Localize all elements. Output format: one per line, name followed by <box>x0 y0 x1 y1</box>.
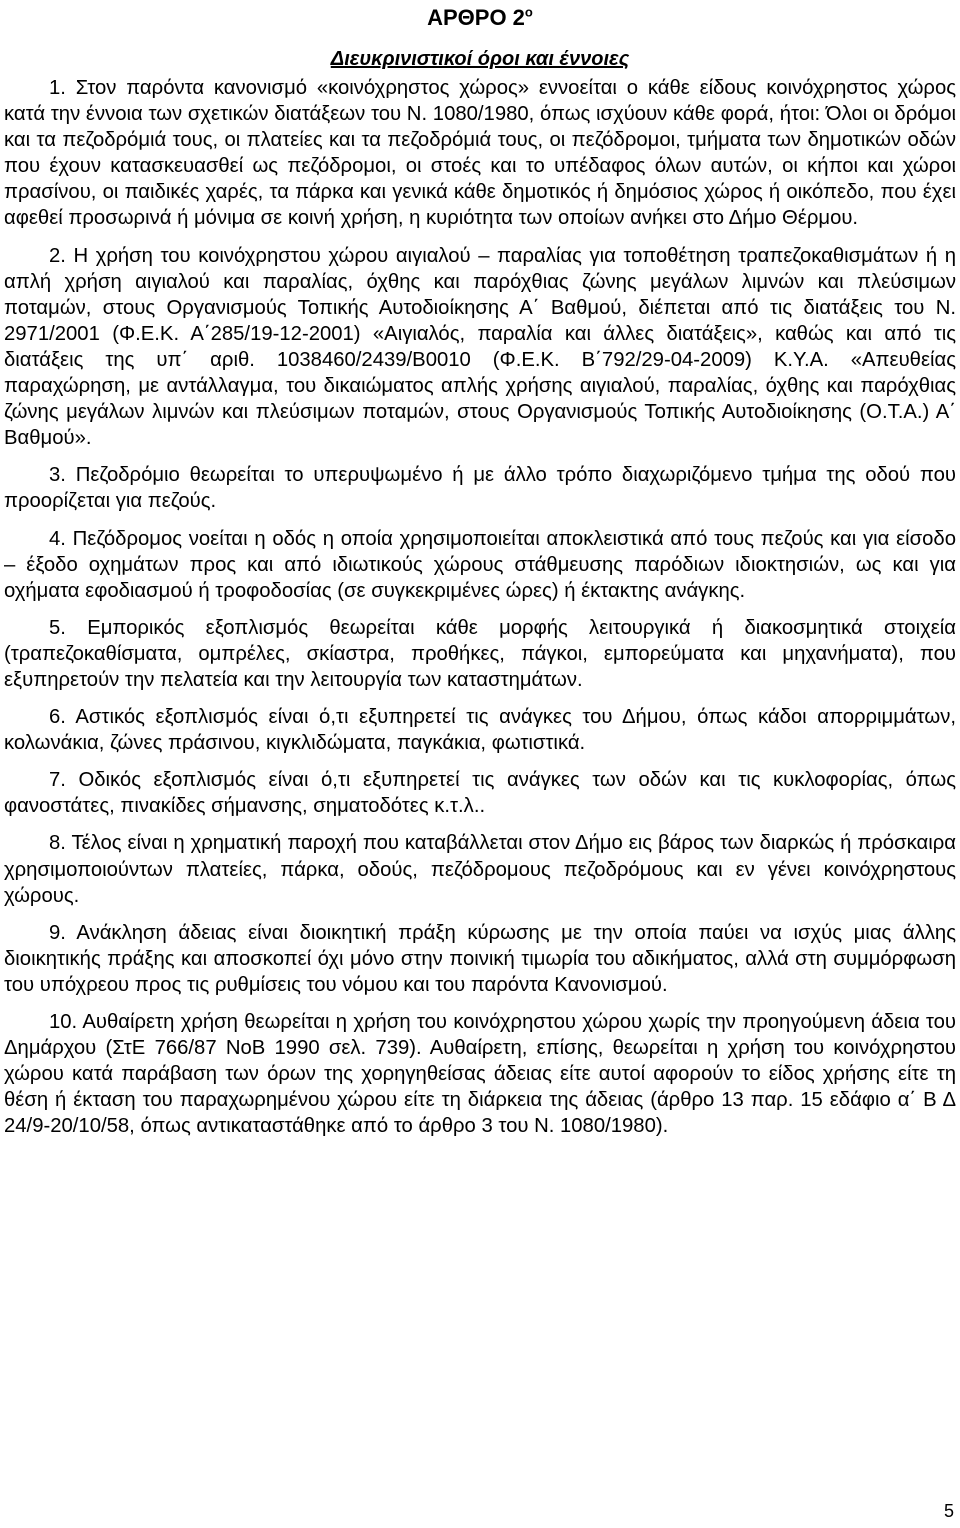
paragraph-9: 9. Ανάκληση άδειας είναι διοικητική πράξη κύρωσης με την οποία παύει να ισχύς μιας άλλης διοικητικής πράξης και αποσκοπεί όχι μόνο στην ποινική τιμωρία του αδικήματος, αλλά στη συμμόρφωση του υπόχρεου προς τις ρυθμίσεις του νόμου και του παρόντα Κανονισμού. <box>4 921 956 996</box>
document-page <box>4 0 956 1139</box>
article-title-superscript: ο <box>524 4 533 20</box>
page-number: 5 <box>943 1501 954 1521</box>
paragraph-8: 8. Τέλος είναι η χρηματική παροχή που καταβάλλεται στον Δήμο εις βάρος των διαρκώς ή πρόσκαιρα χρησιμοποιούντων πλατείες, πάρκα, οδούς, πεζόδρομους πεζοδρόμους και εν γένει κοινόχρηστους χώρους. <box>4 832 956 907</box>
paragraph-7: 7. Οδικός εξοπλισμός είναι ό,τι εξυπηρετεί τις ανάγκες των οδών και τις κυκλοφορίας, όπως φανοστάτες, πινακίδες σήμανσης, σηματοδότες κ.τ.λ.. <box>4 769 956 818</box>
paragraph-3: 3. Πεζοδρόμιο θεωρείται το υπερυψωμένο ή με άλλο τρόπο διαχωριζόμενο τμήμα της οδού που προορίζεται για πεζούς. <box>4 464 956 513</box>
paragraph-1: 1. Στον παρόντα κανονισμό «κοινόχρηστος χώρος» εννοείται ο κάθε είδους κοινόχρηστος χώρος κατά την έννοια των σχετικών διατάξεων του Ν. 1080/1980, όπως ισχύουν κάθε φορά, ήτοι: Όλοι οι δρόμοι και τα πεζοδρόμιά τους, οι πλατείες και τα πεζοδρόμιά τους, οι πεζόδρομοι, τμήματα των δημοτικών οδών που έχουν κατασκευασθεί ως πεζόδρομοι, οι στοές και το υπέδαφος όλων αυτών, οι κήποι και χώροι πρασίνου, οι παιδικές χαρές, τα πάρκα και γενικά κάθε δημοτικός ή δημόσιος χώρος ή οικόπεδο, που έχει αφεθεί προσωρινά ή μόνιμα σε κοινή χρήση, η κυριότητα των οποίων ανήκει στο Δήμο Θέρμου. <box>4 77 956 230</box>
article-title: ΑΡΘΡΟ $2^o$ <box>427 4 533 30</box>
paragraph-6: 6. Αστικός εξοπλισμός είναι ό,τι εξυπηρετεί τις ανάγκες του Δήμου, όπως κάδοι απορριμμάτων, κολωνάκια, ζώνες πράσινου, κιγκλιδώματα, παγκάκια, φωτιστικά. <box>4 706 956 755</box>
paragraph-10: 10. Αυθαίρετη χρήση θεωρείται η χρήση του κοινόχρηστου χώρου χωρίς την προηγούμενη άδεια του Δημάρχου (ΣτΕ 766/87 ΝοΒ 1990 σελ. 739). Αυθαίρετη, επίσης, θεωρείται η χρήση του κοινόχρηστου χώρου κατά παράβαση των όρων της χορηγηθείσας άδειας είτε αυτοί αφορούν το είδος χρήσης είτε τη θέση ή έκταση του παραχωρημένου χώρου είτε τη διάρκεια της άδειας (άρθρο 13 παρ. 15 εδάφιο α΄ Β Δ 24/9-20/10/58, όπως αντικαταστάθηκε από το άρθρο 3 του Ν. 1080/1980). <box>4 1011 956 1138</box>
paragraph-4: 4. Πεζόδρομος νοείται η οδός η οποία χρησιμοποιείται αποκλειστικά από τους πεζούς και για είσοδο – έξοδο οχημάτων προς και από ιδιωτικούς χώρους στάθμευσης παρόδιων ιδιοκτησιών, ως και για οχήματα εφοδιασμού ή τροφοδοσίας (σε συγκεκριμένες ώρες) ή έκτακτης ανάγκης. <box>4 527 956 602</box>
article-subtitle: Διευκρινιστικοί όροι και έννοιες <box>330 48 630 70</box>
paragraph-2: 2. Η χρήση του κοινόχρηστου χώρου αιγιαλού – παραλίας για τοποθέτηση τραπεζοκαθισμάτων ή η απλή χρήση αιγιαλού και παραλίας, όχθης και παρόχθιας ζώνης μεγάλων λιμνών και πλεύσιμων ποταμών, στους Οργανισμούς Τοπικής Αυτοδιοίκησης Α΄ Βαθμού, διέπεται από τις διατάξεις του Ν. 2971/2001 (Φ.Ε.Κ. Α΄285/19-12-2001) «Αιγιαλός, παραλία και άλλες διατάξεις», καθώς και από τις διατάξεις της υπ΄ αριθ. 1038460/2439/Β0010 (Φ.Ε.Κ. Β΄792/29-04-2009) Κ.Υ.Α. «Απευθείας παραχώρηση, με αντάλλαγμα, του δικαιώματος απλής χρήσης αιγιαλού, παραλίας, όχθης και παρόχθιας ζώνης μεγάλων λιμνών και πλεύσιμων ποταμών, στους Οργανισμούς Τοπικής Αυτοδιοίκησης (Ο.Τ.Α.) Α΄ Βαθμού». <box>4 244 956 450</box>
paragraph-5: 5. Εμπορικός εξοπλισμός θεωρείται κάθε μορφής λειτουργικά ή διακοσμητικά στοιχεία (τραπεζοκαθίσματα, ομπρέλες, σκίαστρα, προθήκες, πάγκοι, εμπορεύματα και μηχανήματα), που εξυπηρετούν την πελατεία και την λειτουργία των καταστημάτων. <box>4 616 956 691</box>
